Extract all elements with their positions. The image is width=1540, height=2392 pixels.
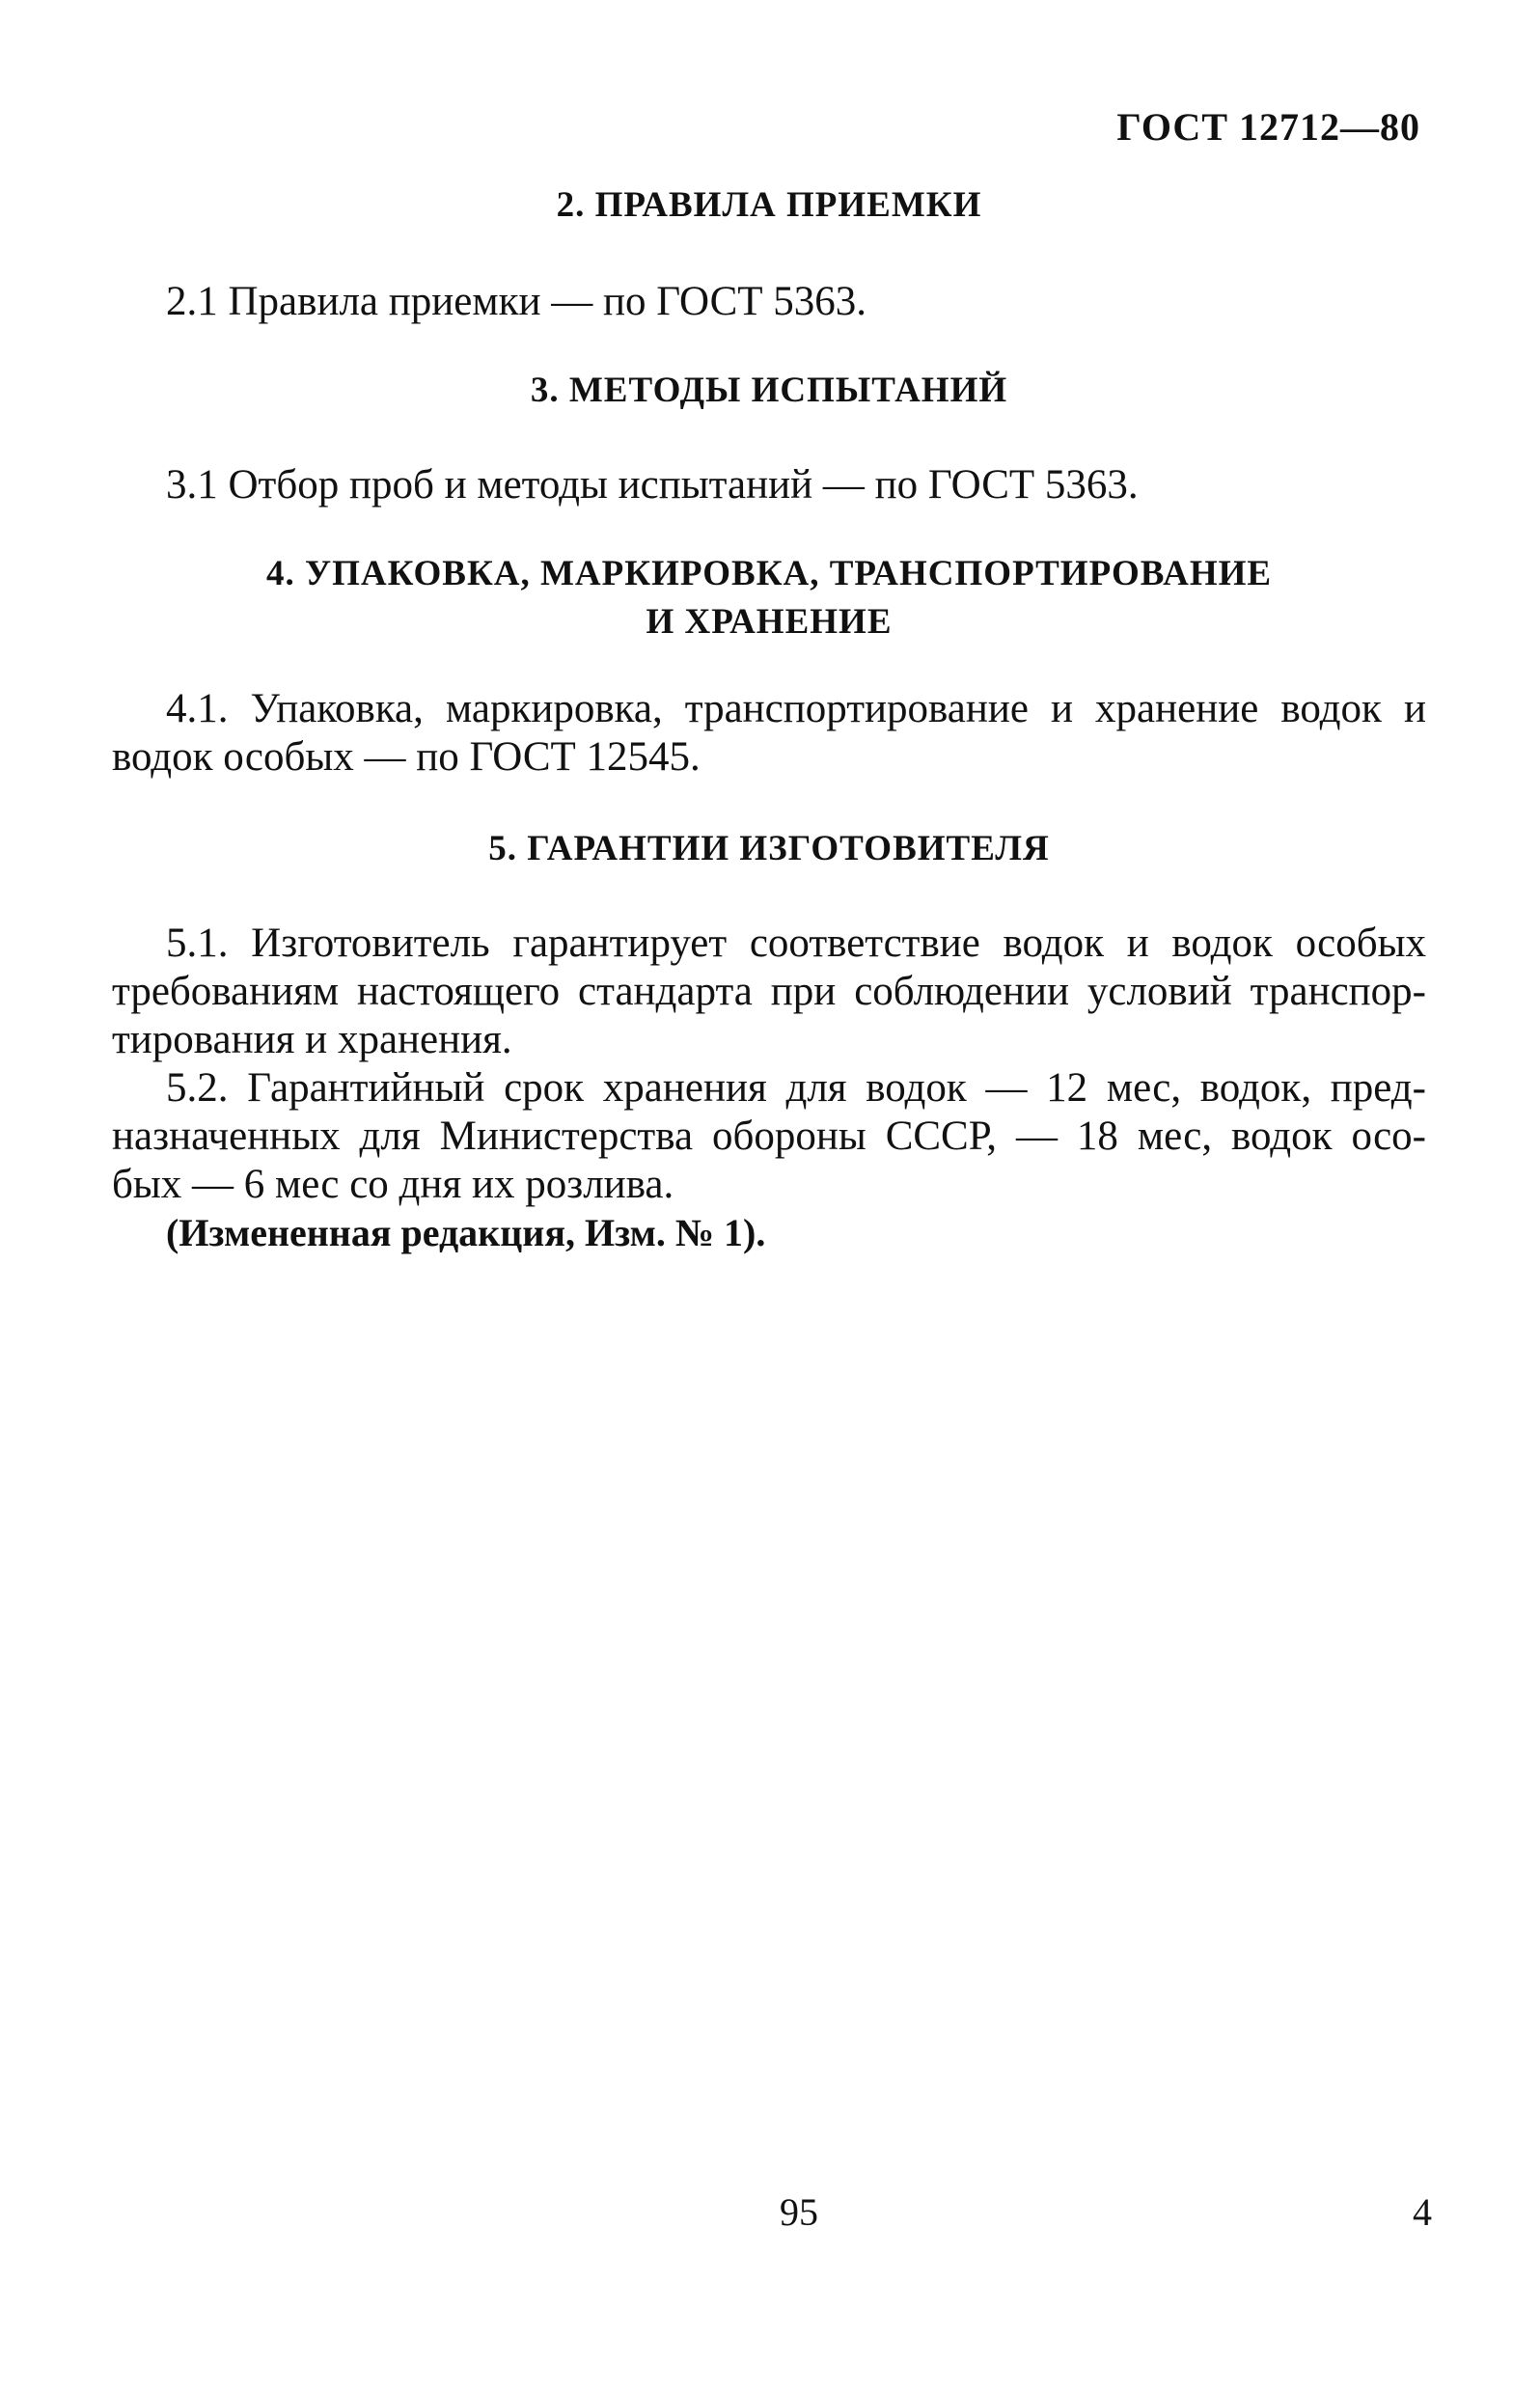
section-5-heading xyxy=(112,825,1426,873)
section-2-heading xyxy=(112,181,1426,230)
document-code: ГОСТ 12712—80 xyxy=(1116,105,1420,149)
section-3-heading xyxy=(112,367,1426,415)
paragraph-3-1-text: 3.1 Отбор проб и методы испытаний — по ГОСТ 5363. xyxy=(166,462,1139,508)
paragraph-line: тирования и хранения. xyxy=(112,1017,512,1062)
section-2-heading-text: 2. ПРАВИЛА ПРИЕМКИ xyxy=(556,185,982,225)
paragraph-line: 5.2. Гарантийный срок хранения для водок — 12 мес, водок, пред- xyxy=(166,1065,1426,1111)
paragraph-4-1 xyxy=(112,685,1426,782)
sheet-number: 4 xyxy=(1413,2190,1432,2234)
paragraph-2-1 xyxy=(112,278,1426,326)
amendment-note: (Измененная редакция, Изм. № 1). xyxy=(166,1211,766,1254)
page-number: 95 xyxy=(780,2190,818,2234)
paragraph-line: бых — 6 мес со дня их розлива. xyxy=(112,1162,674,1207)
paragraph-line: назначенных для Министерства обороны СССР, — 18 мес, водок осо- xyxy=(112,1114,1426,1159)
paragraph-2-1-text: 2.1 Правила приемки — по ГОСТ 5363. xyxy=(166,279,867,324)
paragraph-3-1 xyxy=(112,461,1426,509)
paragraph-5-2 xyxy=(112,1064,1426,1209)
paragraph-line: требованиям настоящего стандарта при соблюдении условий транспор- xyxy=(112,969,1426,1014)
paragraph-line: водок особых — по ГОСТ 12545. xyxy=(112,734,701,780)
section-4-heading-line: И ХРАНЕНИЕ xyxy=(646,602,893,642)
paragraph-5-1 xyxy=(112,920,1426,1064)
paragraph-line: 5.1. Изготовитель гарантирует соответствие водок и водок особых xyxy=(166,921,1426,966)
section-5-heading-text: 5. ГАРАНТИИ ИЗГОТОВИТЕЛЯ xyxy=(488,829,1050,868)
section-3-heading-text: 3. МЕТОДЫ ИСПЫТАНИЙ xyxy=(530,371,1008,410)
section-4-heading xyxy=(112,550,1426,646)
paragraph-line: 4.1. Упаковка, маркировка, транспортирование и хранение водок и xyxy=(166,686,1426,731)
section-4-heading-line: 4. УПАКОВКА, МАРКИРОВКА, ТРАНСПОРТИРОВАНИЕ xyxy=(265,554,1273,593)
